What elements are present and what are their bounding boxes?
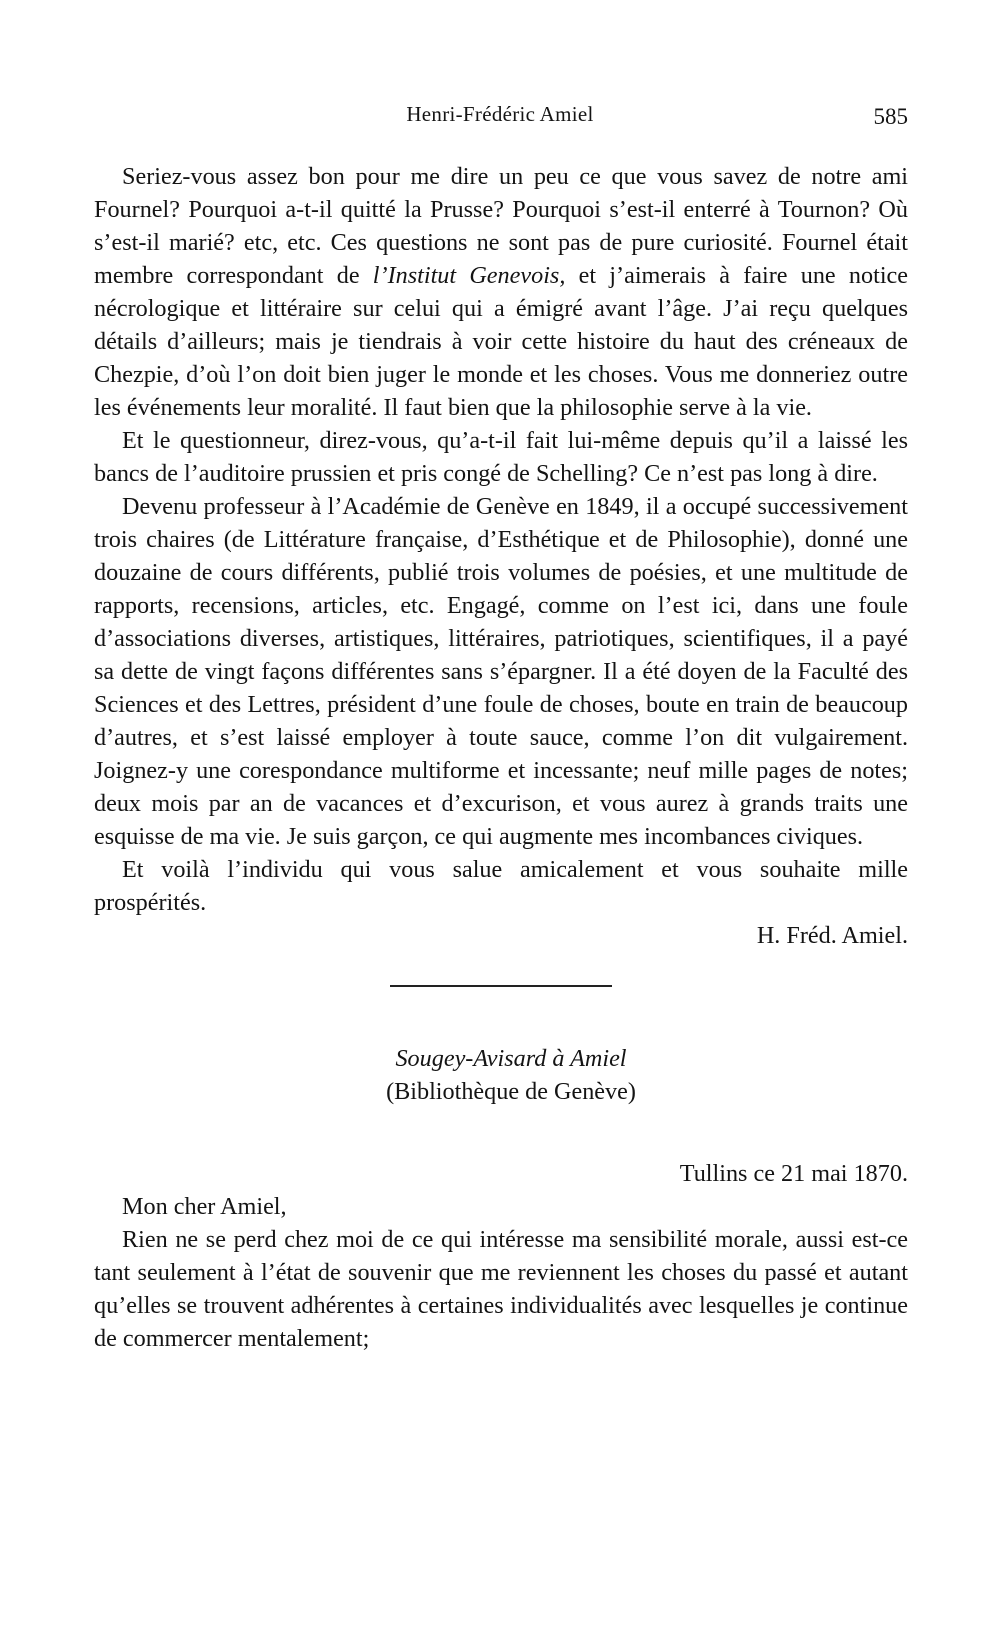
letter2-paragraph-1: Rien ne se perd chez moi de ce qui intéresse ma sensibilité morale, aussi est-ce tant seulement à l’état de souvenir que me reviennent les choses du passé et autant qu’elles se trouvent adhérentes à certaines individualités avec lesquelles je continue de commercer mentalement; bbox=[94, 1226, 908, 1352]
letter2-heading-source: (Bibliothèque de Genève) bbox=[386, 1078, 636, 1105]
letter2-heading-title: Sougey-Avisard à Amiel bbox=[395, 1045, 627, 1072]
letter2-salutation: Mon cher Amiel, bbox=[122, 1193, 287, 1220]
letter1-paragraph-4: Et voilà l’individu qui vous salue amicalement et vous souhaite mille prospérités. bbox=[94, 856, 908, 916]
running-head bbox=[0, 102, 1000, 138]
section-divider bbox=[390, 985, 612, 987]
letter2-heading bbox=[94, 1042, 908, 1108]
letter2-date-line: Tullins ce 21 mai 1870. bbox=[679, 1160, 908, 1187]
letter1-paragraph-1-text-a: Seriez-vous assez bon pour me dire un peu ce que vous savez de notre ami Fournel? Pourquoi a-t-il quitté la Prusse? Pourquoi s’est-il enterré à Tournon? Où s’est-il marié? etc, etc. Ces questions ne sont pas de pure curiosité. Fournel était membre correspondant de bbox=[94, 163, 908, 289]
body-text bbox=[94, 160, 908, 1355]
running-title: Henri-Frédéric Amiel bbox=[406, 102, 594, 126]
letter1-paragraph-1 bbox=[94, 160, 908, 424]
signature: H. Fréd. Amiel. bbox=[756, 922, 908, 949]
institut-genevois-italic: l’Institut Genevois, bbox=[372, 262, 566, 289]
letter1-paragraph-1-text-b: et j’aimerais à faire une notice nécrologique et littéraire sur celui qui a émigré avant l’âge. J’ai reçu quelques détails d’ailleurs; mais je tiendrais à voir cette histoire du haut des créneaux de Chezpie, d’où l’on doit bien juger le monde et les choses. Vous me donneriez outre les événements leur moralité. Il faut bien que la philosophie serve à la vie. bbox=[94, 262, 909, 421]
letter1-paragraph-2: Et le questionneur, direz-vous, qu’a-t-il fait lui-même depuis qu’il a laissé les bancs de l’auditoire prussien et pris congé de Schelling? Ce n’est pas long à dire. bbox=[94, 427, 908, 487]
letter1-paragraph-3: Devenu professeur à l’Académie de Genève en 1849, il a occupé successivement trois chaires (de Littérature française, d’Esthétique et de Philosophie), donné une douzaine de cours différents, publié trois volumes de poésies, et une multitude de rapports, recensions, articles, etc. Engagé, comme on l’est ici, dans une foule d’associations diverses, artistiques, littéraires, patriotiques, scientifiques, il a payé sa dette de vingt façons différentes sans s’épargner. Il a été doyen de la Faculté des Sciences et des Lettres, président d’une foule de choses, boute en train de beaucoup d’autres, et s’est laissé employer à toute sauce, comme l’on dit vulgairement. Joignez-y une corespondance multiforme et incessante; neuf mille pages de notes; deux mois par an de vacances et d’excurison, et vous aurez à grands traits une esquisse de ma vie. Je suis garçon, ce qui augmente mes incombances civiques. bbox=[94, 493, 908, 850]
page-number: 585 bbox=[873, 104, 908, 129]
